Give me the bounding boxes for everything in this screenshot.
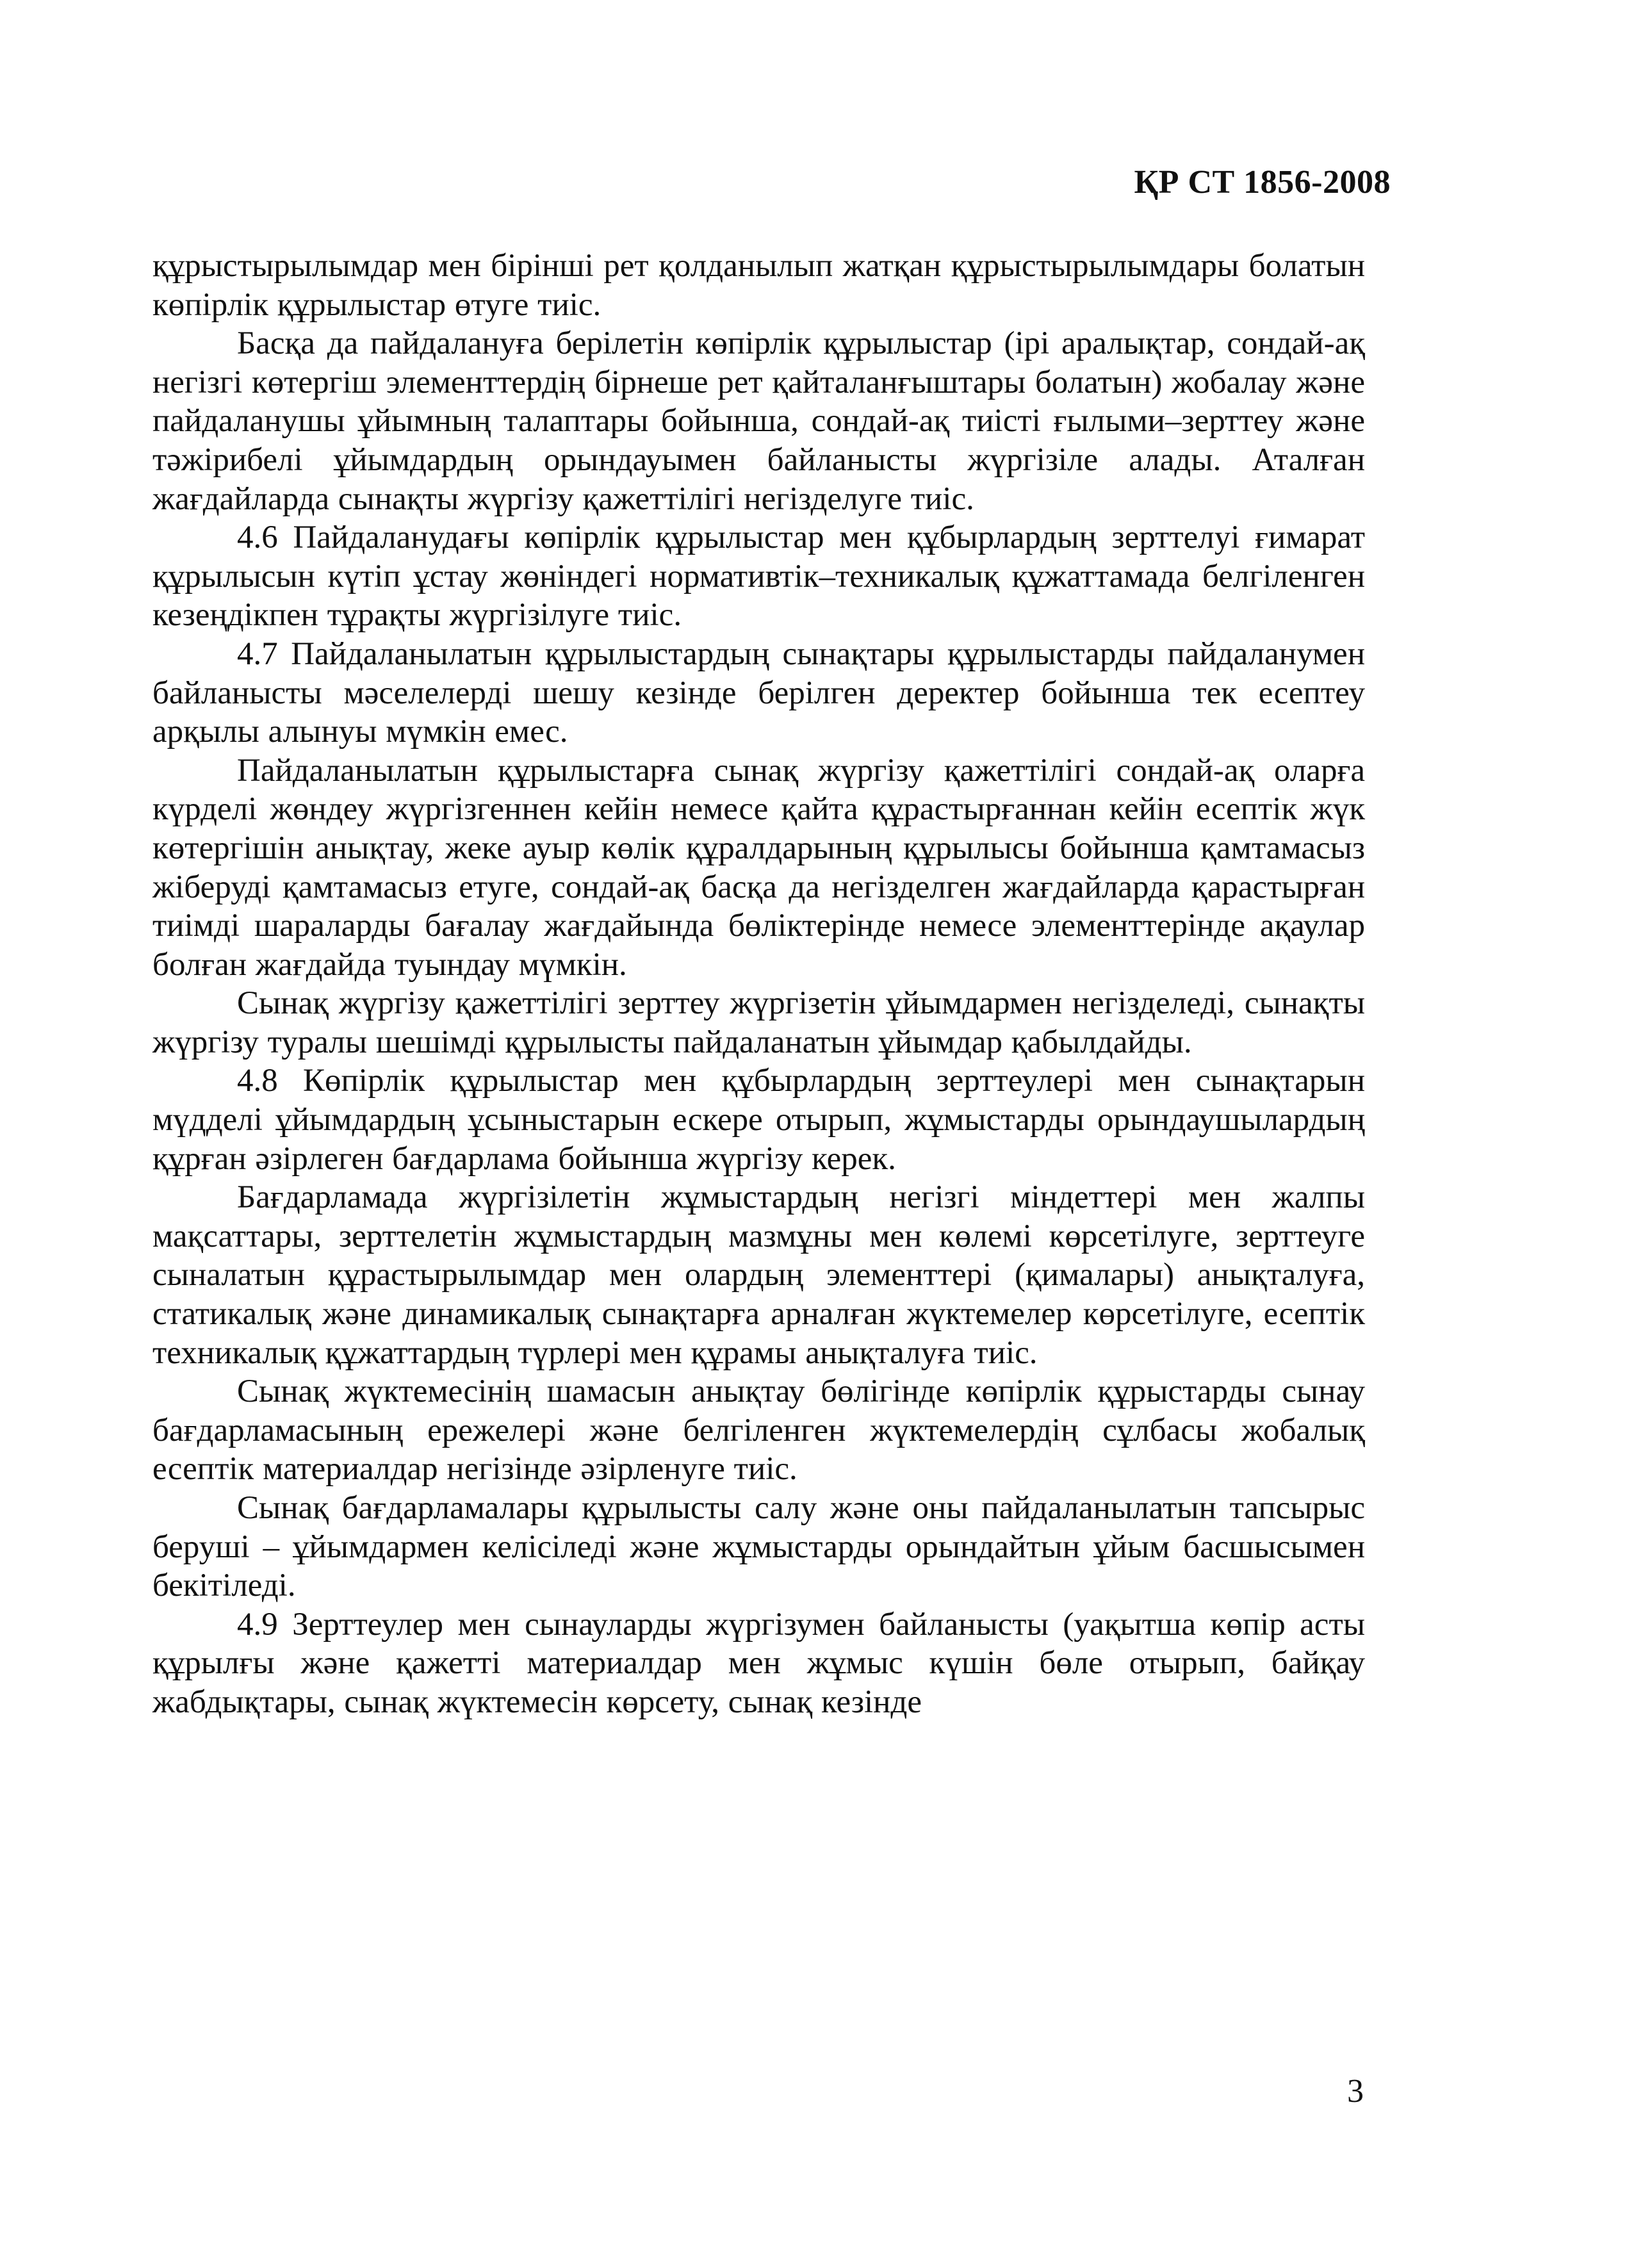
paragraph-clause-4-7: 4.7 Пайдаланылатын құрылыстардың сынақтары құрылыстарды пайдаланумен байланысты мәселелерді шешу кезінде берілген деректер бойынша тек есептеу арқылы алынуы мүмкін емес.	[152, 635, 1365, 750]
paragraph: Басқа да пайдалануға берілетін көпірлік құрылыстар (ірі аралықтар, сондай-ақ негізгі көтергіш элементтердің бірнеше рет қайталанғыштары болатын) жобалау және пайдаланушы ұйымның талаптары бойынша, сондай-ақ тиісті ғылыми–зерттеу және тәжірибелі ұйымдардың орындауымен байланысты жүргізіле алады. Аталған жағдайларда сынақты жүргізу қажеттілігі негізделуге тиіс.	[152, 325, 1365, 517]
paragraph-clause-4-8: 4.8 Көпірлік құрылыстар мен құбырлардың зерттеулері мен сынақтарын мүдделі ұйымдардың ұсыныстарын ескере отырып, жұмыстарды орындаушылардың құрған әзірлеген бағдарлама бойынша жүргізу керек.	[152, 1063, 1365, 1177]
document-code-header: ҚР СТ 1856-2008	[1134, 164, 1391, 201]
page-number: 3	[1347, 2073, 1364, 2110]
document-body	[152, 247, 1365, 1722]
paragraph-continuation: құрыстырылымдар мен бірінші рет қолданылып жатқан құрыстырылымдары болатын көпірлік құрылыстар өтуге тиіс.	[152, 248, 1365, 323]
paragraph: Сынақ бағдарламалары құрылысты салу және оны пайдаланылатын тапсырыс беруші – ұйымдармен келісіледі және жұмыстарды орындайтын ұйым басшысымен бекітіледі.	[152, 1490, 1365, 1604]
paragraph-clause-4-9: 4.9 Зерттеулер мен сынауларды жүргізумен байланысты (уақытша көпір асты құрылғы және қажетті материалдар мен жұмыс күшін бөле отырып, байқау жабдықтары, сынақ жүктемесін көрсету, сынақ кезінде	[152, 1606, 1365, 1720]
paragraph: Пайдаланылатын құрылыстарға сынақ жүргізу қажеттілігі сондай-ақ оларға күрделі жөндеу жүргізгеннен кейін немесе қайта құрастырғаннан кейін есептік жүк көтергішін анықтау, жеке ауыр көлік құралдарының құрылысы бойынша қамтамасыз жіберуді қамтамасыз етуге, сондай-ақ басқа да негізделген жағдайларда қарастырған тиімді шараларды бағалау жағдайында бөліктерінде немесе элементтерінде ақаулар болған жағдайда туындау мүмкін.	[152, 752, 1365, 983]
paragraph: Сынақ жүктемесінің шамасын анықтау бөлігінде көпірлік құрыстарды сынау бағдарламасының ережелері және белгіленген жүктемелердің сұлбасы жобалық есептік материалдар негізінде әзірленуге тиіс.	[152, 1373, 1365, 1488]
paragraph: Бағдарламада жүргізілетін жұмыстардың негізгі міндеттері мен жалпы мақсаттары, зерттелетін жұмыстардың мазмұны мен көлемі көрсетілуге, зерттеуге сыналатын құрастырылымдар мен олардың элементтері (қималары) анықталуға, статикалық және динамикалық сынақтарға арналған жүктемелер көрсетілуге, есептік техникалық құжаттардың түрлері мен құрамы анықталуға тиіс.	[152, 1179, 1365, 1371]
paragraph-clause-4-6: 4.6 Пайдаланудағы көпірлік құрылыстар мен құбырлардың зерттелуі ғимарат құрылысын күтіп ұстау жөніндегі нормативтік–техникалық құжаттамада белгіленген кезеңдікпен тұрақты жүргізілуге тиіс.	[152, 520, 1365, 634]
paragraph: Сынақ жүргізу қажеттілігі зерттеу жүргізетін ұйымдармен негізделеді, сынақты жүргізу туралы шешімді құрылысты пайдаланатын ұйымдар қабылдайды.	[152, 985, 1365, 1060]
